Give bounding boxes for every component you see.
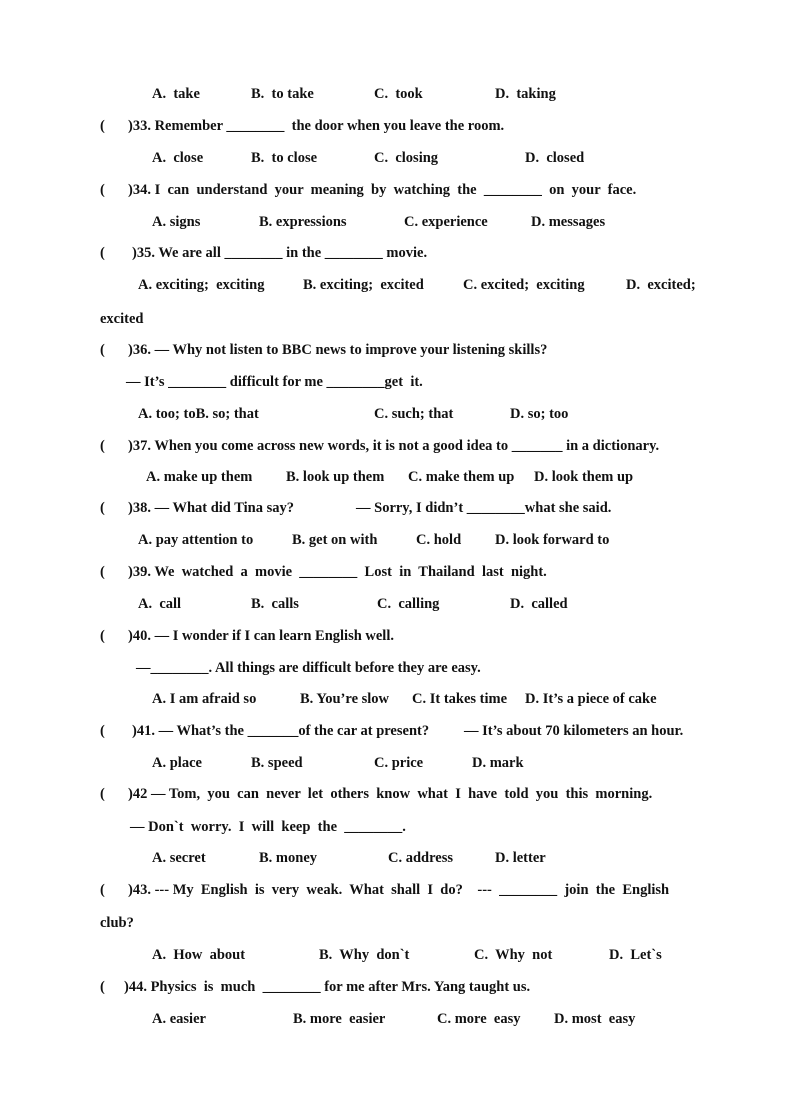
- option-c: C. It takes time: [412, 691, 508, 707]
- question-stem: )39. We watched a movie ________ Lost in Thailand last night.: [128, 564, 547, 580]
- option-a: A. place: [152, 755, 202, 771]
- option-b: B. exciting; excited: [303, 277, 424, 293]
- answer-paren[interactable]: (: [100, 628, 105, 644]
- dialogue-reply: — Sorry, I didn’t ________what she said.: [356, 500, 612, 516]
- option-c: C. price: [374, 755, 424, 771]
- answer-paren[interactable]: (: [100, 500, 105, 516]
- answer-paren[interactable]: (: [100, 438, 105, 454]
- answer-paren[interactable]: (: [100, 564, 105, 580]
- option-c: C. experience: [404, 214, 488, 230]
- option-b: B. to close: [251, 150, 318, 166]
- option-c: C. calling: [377, 596, 440, 612]
- answer-paren[interactable]: (: [100, 118, 105, 134]
- option-a: A. close: [152, 150, 204, 166]
- option-b: B. calls: [251, 596, 299, 612]
- option-d-continued: excited: [100, 311, 144, 327]
- option-b: B. speed: [251, 755, 303, 771]
- option-d: D. messages: [531, 214, 606, 230]
- answer-paren[interactable]: (: [100, 723, 105, 739]
- option-c: C. took: [374, 86, 423, 102]
- option-b: B. Why don`t: [319, 947, 410, 963]
- option-a: A. How about: [152, 947, 246, 963]
- option-c: C. more easy: [437, 1011, 521, 1027]
- option-b: B. get on with: [292, 532, 378, 548]
- answer-paren[interactable]: (: [100, 882, 105, 898]
- option-a: A. make up them: [146, 469, 253, 485]
- option-a: A. pay attention to: [138, 532, 254, 548]
- answer-paren[interactable]: (: [100, 979, 105, 995]
- option-c: C. such; that: [374, 406, 454, 422]
- option-d: D. letter: [495, 850, 546, 866]
- option-b: B. more easier: [293, 1011, 386, 1027]
- question-stem: )40. — I wonder if I can learn English well.: [128, 628, 394, 644]
- option-c: C. address: [388, 850, 453, 866]
- option-d: D. mark: [472, 755, 524, 771]
- question-stem: )44. Physics is much ________ for me after Mrs. Yang taught us.: [124, 979, 531, 995]
- option-c: C. Why not: [474, 947, 553, 963]
- question-stem: )37. When you come across new words, it is not a good idea to _______ in a dictionary.: [128, 438, 660, 454]
- dialogue-reply: — Don`t worry. I will keep the ________.: [130, 819, 406, 835]
- option-c: C. make them up: [408, 469, 515, 485]
- question-stem: )33. Remember ________ the door when you leave the room.: [128, 118, 505, 134]
- answer-paren[interactable]: (: [100, 245, 105, 261]
- option-c: C. closing: [374, 150, 439, 166]
- option-c: C. excited; exciting: [463, 277, 585, 293]
- question-stem: )41. — What’s the _______of the car at present?: [132, 723, 430, 739]
- answer-paren[interactable]: (: [100, 182, 105, 198]
- option-a: A. I am afraid so: [152, 691, 257, 707]
- option-b: B. You’re slow: [300, 691, 390, 707]
- option-b: B. look up them: [286, 469, 385, 485]
- option-a: A. take: [152, 86, 200, 102]
- question-stem-continued: club?: [100, 915, 134, 931]
- question-stem: )35. We are all ________ in the ________ movie.: [132, 245, 428, 261]
- dialogue-reply: — It’s ________ difficult for me ________get it.: [126, 374, 423, 390]
- question-stem: )43. --- My English is very weak. What shall I do? --- ________ join the English: [128, 882, 670, 898]
- option-d: D. most easy: [554, 1011, 636, 1027]
- option-b: B. money: [259, 850, 317, 866]
- option-a: A. signs: [152, 214, 201, 230]
- answer-paren[interactable]: (: [100, 786, 105, 802]
- option-d: D. called: [510, 596, 568, 612]
- answer-paren[interactable]: (: [100, 342, 105, 358]
- question-stem: )34. I can understand your meaning by watching the ________ on your face.: [128, 182, 637, 198]
- dialogue-reply: —________. All things are difficult before they are easy.: [136, 660, 481, 676]
- option-d: D. closed: [525, 150, 585, 166]
- option-b: B. expressions: [259, 214, 347, 230]
- option-d: D. so; too: [510, 406, 569, 422]
- question-stem: )38. — What did Tina say?: [128, 500, 294, 516]
- question-stem: )42 — Tom, you can never let others know what I have told you this morning.: [128, 786, 653, 802]
- option-d: D. taking: [495, 86, 556, 102]
- question-stem: )36. — Why not listen to BBC news to improve your listening skills?: [128, 342, 548, 358]
- option-a: A. secret: [152, 850, 206, 866]
- option-d: D. It’s a piece of cake: [525, 691, 657, 707]
- option-d: D. excited;: [626, 277, 696, 293]
- option-a: A. easier: [152, 1011, 206, 1027]
- option-d: D. look forward to: [495, 532, 610, 548]
- option-d: D. look them up: [534, 469, 634, 485]
- option-ab: A. too; toB. so; that: [138, 406, 259, 422]
- option-b: B. to take: [251, 86, 314, 102]
- option-a: A. exciting; exciting: [138, 277, 265, 293]
- option-c: C. hold: [416, 532, 462, 548]
- dialogue-reply: — It’s about 70 kilometers an hour.: [464, 723, 684, 739]
- option-a: A. call: [138, 596, 182, 612]
- option-d: D. Let`s: [609, 947, 662, 963]
